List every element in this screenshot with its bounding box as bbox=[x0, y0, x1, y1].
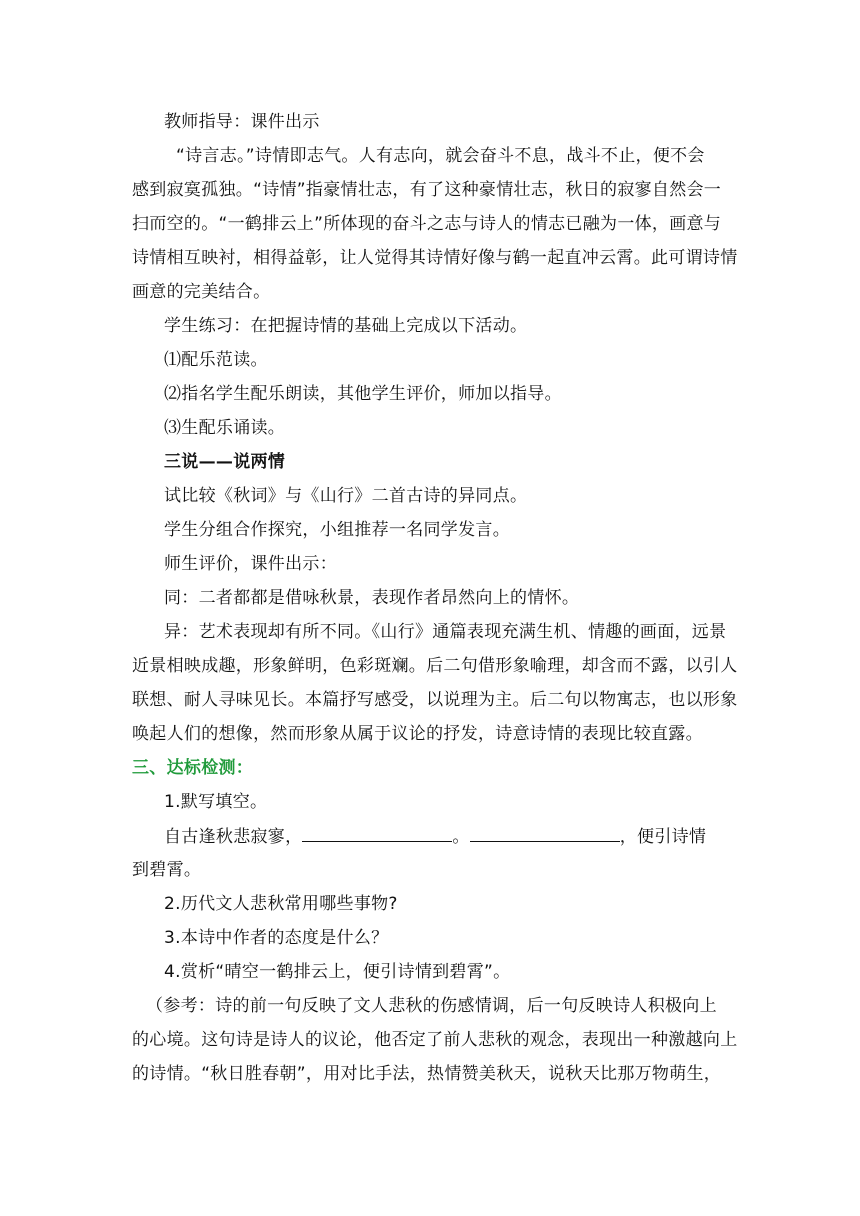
fill-blank-text: 自古逢秋悲寂寥， bbox=[164, 827, 303, 847]
paragraph-line: 试比较《秋词》与《山行》二首古诗的异同点。 bbox=[164, 486, 528, 506]
paragraph-line: 学生分组合作探究，小组推荐一名同学发言。 bbox=[164, 520, 510, 540]
answer-blank[interactable] bbox=[302, 825, 452, 842]
paragraph-line: “诗言志。”诗情即志气。人有志向，就会奋斗不息，战斗不止，便不会 bbox=[176, 146, 705, 166]
fill-blank-line bbox=[164, 825, 706, 848]
activity-item: ⑵指名学生配乐朗读，其他学生评价，师加以指导。 bbox=[164, 384, 562, 404]
paragraph-line: 扫而空的。“一鹤排云上”所体现的奋斗之志与诗人的情志已融为一体，画意与 bbox=[132, 214, 722, 234]
paragraph-line: 感到寂寞孤独。“诗情”指豪情壮志，有了这种豪情壮志，秋日的寂寥自然会一 bbox=[132, 180, 722, 200]
paragraph-line: 画意的完美结合。 bbox=[132, 282, 271, 302]
student-practice-line: 学生练习：在把握诗情的基础上完成以下活动。 bbox=[164, 316, 528, 336]
fill-blank-text: ，便引诗情 bbox=[619, 827, 707, 847]
question-item: 2.历代文人悲秋常用哪些事物? bbox=[164, 894, 398, 914]
paragraph-line: 异：艺术表现却有所不同。《山行》通篇表现充满生机、情趣的画面，远景 bbox=[164, 622, 727, 642]
paragraph-line: 联想、耐人寻味见长。本篇抒写感受，以说理为主。后二句以物寓志，也以形象 bbox=[132, 690, 738, 710]
teacher-guide-label: 教师指导：课件出示 bbox=[164, 112, 320, 132]
paragraph-line: 唤起人们的想像，然而形象从属于议论的抒发，诗意诗情的表现比较直露。 bbox=[132, 724, 703, 744]
paragraph-line: 近景相映成趣，形象鲜明，色彩斑斓。后二句借形象喻理，却含而不露，以引人 bbox=[132, 656, 738, 676]
answer-blank[interactable] bbox=[470, 825, 620, 842]
paragraph-line: 同：二者都都是借咏秋景，表现作者昂然向上的情怀。 bbox=[164, 588, 580, 608]
activity-item: ⑴配乐范读。 bbox=[164, 350, 268, 370]
question-item: 3.本诗中作者的态度是什么？ bbox=[164, 928, 389, 948]
fill-blank-text: 。 bbox=[452, 827, 470, 847]
question-item: 1.默写填空。 bbox=[164, 792, 268, 812]
section-heading-green: 三、达标检测： bbox=[132, 758, 254, 778]
reference-answer-line: 的心境。这句诗是诗人的议论，他否定了前人悲秋的观念，表现出一种激越向上 bbox=[132, 1030, 738, 1050]
reference-answer-line: （参考：诗的前一句反映了文人悲秋的伤感情调，后一句反映诗人积极向上 bbox=[146, 996, 717, 1016]
question-item: 4.赏析“晴空一鹤排云上，便引诗情到碧霄”。 bbox=[164, 962, 511, 982]
paragraph-line: 诗情相互映衬，相得益彰，让人觉得其诗情好像与鹤一起直冲云霄。此可谓诗情 bbox=[132, 248, 738, 268]
reference-answer-line: 的诗情。“秋日胜春朝”，用对比手法，热情赞美秋天，说秋天比那万物萌生， bbox=[132, 1064, 722, 1084]
activity-item: ⑶生配乐诵读。 bbox=[164, 418, 286, 438]
section-heading: 三说——说两情 bbox=[164, 452, 286, 472]
paragraph-line: 师生评价，课件出示： bbox=[164, 554, 337, 574]
paragraph-line: 到碧霄。 bbox=[132, 860, 202, 880]
